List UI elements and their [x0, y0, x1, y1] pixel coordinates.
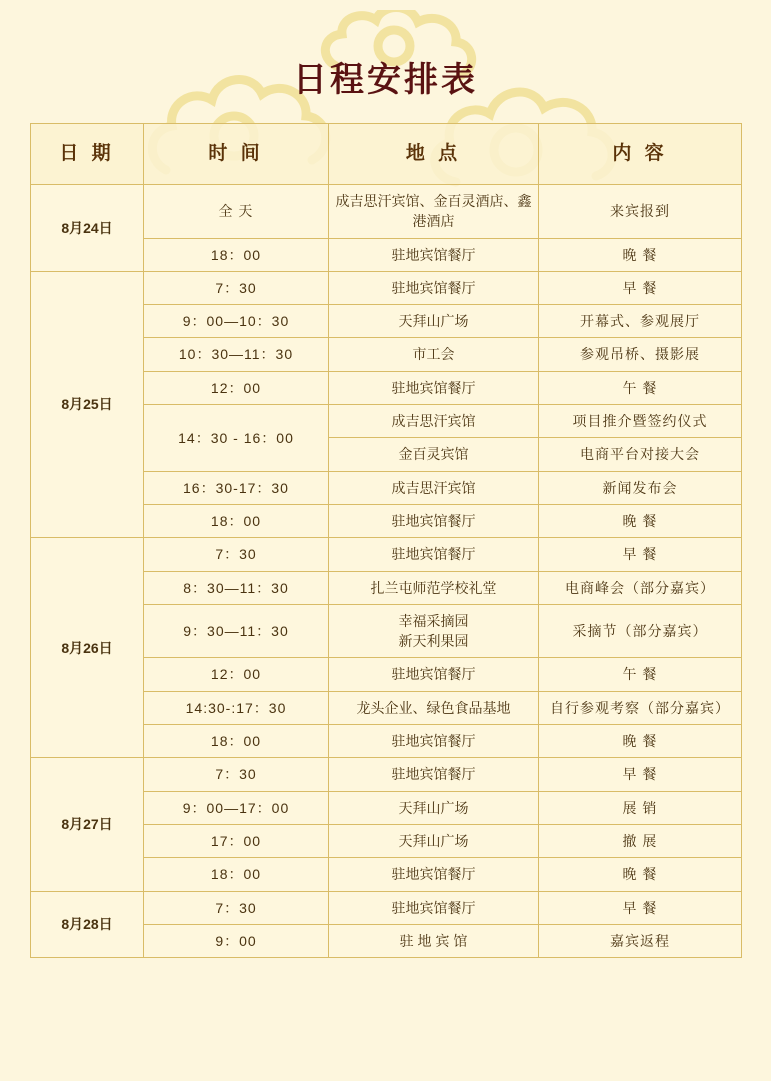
- cell-time: 18：00: [144, 725, 329, 758]
- cell-time: 9：30—11：30: [144, 604, 329, 658]
- cell-place: 驻 地 宾 馆: [329, 924, 539, 957]
- cell-place: 成吉思汗宾馆: [329, 471, 539, 504]
- cell-place: 天拜山广场: [329, 824, 539, 857]
- cell-content: 早 餐: [539, 271, 742, 304]
- cell-place: 驻地宾馆餐厅: [329, 758, 539, 791]
- cell-content: 撤 展: [539, 824, 742, 857]
- cell-content: 电商平台对接大会: [539, 438, 742, 471]
- table-row: [31, 185, 742, 239]
- cell-content: 嘉宾返程: [539, 924, 742, 957]
- cell-time: 18：00: [144, 858, 329, 891]
- cell-content: 参观吊桥、摄影展: [539, 338, 742, 371]
- page-title: 日程安排表: [293, 60, 478, 100]
- cell-content: 新闻发布会: [539, 471, 742, 504]
- cell-time: 7：30: [144, 271, 329, 304]
- table-body: [31, 185, 742, 958]
- cell-content: 开幕式、参观展厅: [539, 305, 742, 338]
- cell-content: 午 餐: [539, 371, 742, 404]
- cell-time: 10：30—11：30: [144, 338, 329, 371]
- cell-time: 18：00: [144, 238, 329, 271]
- cell-place: 驻地宾馆餐厅: [329, 891, 539, 924]
- cell-time: 17：00: [144, 824, 329, 857]
- cell-time: 9：00—17：00: [144, 791, 329, 824]
- cell-place: 成吉思汗宾馆、金百灵酒店、鑫港酒店: [329, 185, 539, 239]
- cell-content: 早 餐: [539, 538, 742, 571]
- schedule-table: [30, 123, 742, 958]
- cell-content: 项目推介暨签约仪式: [539, 405, 742, 438]
- cell-date: 8月26日: [31, 538, 144, 758]
- column-header-time: 时 间: [144, 124, 329, 185]
- cell-place: 金百灵宾馆: [329, 438, 539, 471]
- cell-content: 午 餐: [539, 658, 742, 691]
- cell-content: 早 餐: [539, 758, 742, 791]
- cell-content: 电商峰会（部分嘉宾）: [539, 571, 742, 604]
- cell-place: 幸福采摘园 新天利果园: [329, 604, 539, 658]
- cell-place: 天拜山广场: [329, 791, 539, 824]
- cell-time: 8：30—11：30: [144, 571, 329, 604]
- cell-place: 驻地宾馆餐厅: [329, 271, 539, 304]
- cell-time: 18：00: [144, 504, 329, 537]
- cell-place: 驻地宾馆餐厅: [329, 725, 539, 758]
- cell-time: 7：30: [144, 891, 329, 924]
- cell-content: 晚 餐: [539, 504, 742, 537]
- cell-content: 来宾报到: [539, 185, 742, 239]
- cell-date: 8月25日: [31, 271, 144, 537]
- cell-place: 驻地宾馆餐厅: [329, 538, 539, 571]
- cell-content: 早 餐: [539, 891, 742, 924]
- cell-time: 14：30 - 16：00: [144, 405, 329, 472]
- cell-place: 成吉思汗宾馆: [329, 405, 539, 438]
- cell-place: 驻地宾馆餐厅: [329, 658, 539, 691]
- cell-time: 9：00: [144, 924, 329, 957]
- table-row: [31, 758, 742, 791]
- cell-time: 全 天: [144, 185, 329, 239]
- cell-date: 8月27日: [31, 758, 144, 891]
- cell-time: 12：00: [144, 658, 329, 691]
- cell-time: 12：00: [144, 371, 329, 404]
- cell-time: 14:30-:17：30: [144, 691, 329, 724]
- table-row: [31, 538, 742, 571]
- cell-time: 9：00—10：30: [144, 305, 329, 338]
- cell-content: 晚 餐: [539, 725, 742, 758]
- table-header: [31, 124, 742, 185]
- cell-place: 天拜山广场: [329, 305, 539, 338]
- cell-content: 晚 餐: [539, 238, 742, 271]
- cell-time: 7：30: [144, 758, 329, 791]
- cell-place: 驻地宾馆餐厅: [329, 238, 539, 271]
- cell-date: 8月28日: [31, 891, 144, 958]
- cell-place: 市工会: [329, 338, 539, 371]
- cell-place: 扎兰屯师范学校礼堂: [329, 571, 539, 604]
- table-header-row: [31, 124, 742, 185]
- cell-time: 16：30-17：30: [144, 471, 329, 504]
- cell-content: 展 销: [539, 791, 742, 824]
- cell-content: 自行参观考察（部分嘉宾）: [539, 691, 742, 724]
- table-row: [31, 271, 742, 304]
- cell-place: 驻地宾馆餐厅: [329, 371, 539, 404]
- cell-content: 晚 餐: [539, 858, 742, 891]
- cell-place: 驻地宾馆餐厅: [329, 858, 539, 891]
- column-header-date: 日 期: [31, 124, 144, 185]
- table-row: [31, 891, 742, 924]
- cell-place: 驻地宾馆餐厅: [329, 504, 539, 537]
- cell-place: 龙头企业、绿色食品基地: [329, 691, 539, 724]
- column-header-content: 内 容: [539, 124, 742, 185]
- cell-content: 采摘节（部分嘉宾）: [539, 604, 742, 658]
- column-header-place: 地 点: [329, 124, 539, 185]
- cell-time: 7：30: [144, 538, 329, 571]
- cell-date: 8月24日: [31, 185, 144, 272]
